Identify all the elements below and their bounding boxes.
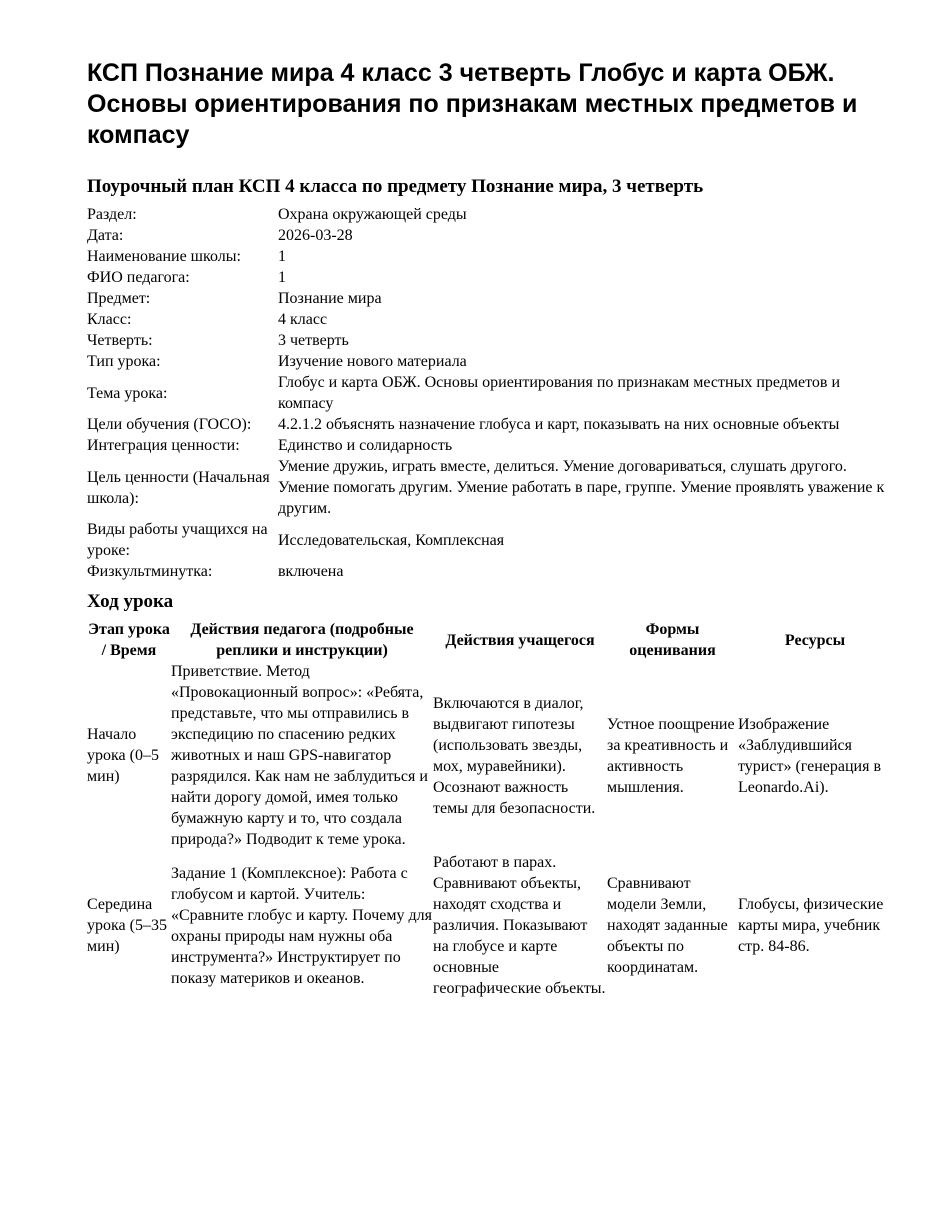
info-value: 4.2.1.2 объяснять назначение глобуса и карт, показывать на них основные объекты — [278, 416, 840, 433]
table-header-row — [87, 619, 892, 661]
resources-cell: Изображение «Заблудившийся турист» (генерация в Leonardo.Ai). — [738, 715, 882, 796]
info-row-date — [87, 225, 888, 246]
info-value: Единство и солидарность — [278, 437, 453, 454]
info-label: Раздел: — [87, 206, 137, 223]
info-label: Виды работы учащихся на уроке: — [87, 521, 268, 559]
info-row-topic — [87, 372, 888, 414]
document-title: КСП Познание мира 4 класс 3 четверть Глобус и карта ОБЖ. Основы ориентирования по признакам местных предметов и компасу — [87, 59, 858, 149]
info-value: Умение дружиь, играть вместе, делиться. Умение договариваться, слушать другого. Умение помогать другим. Умение работать в паре, группе. Умение проявлять уважение к другим. — [278, 458, 885, 517]
info-label: ФИО педагога: — [87, 269, 190, 286]
info-value: 3 четверть — [278, 332, 349, 349]
lesson-progress-heading: Ход урока — [87, 591, 174, 612]
stage-cell: Середина урока (5–35 мин) — [87, 896, 167, 955]
info-label: Предмет: — [87, 290, 151, 307]
info-label: Дата: — [87, 227, 124, 244]
info-label: Интеграция ценности: — [87, 437, 240, 454]
info-value: Охрана окружающей среды — [278, 206, 467, 223]
table-row — [87, 661, 892, 852]
lesson-info-table — [87, 204, 888, 582]
info-row-lesson-type — [87, 351, 888, 372]
student-actions-cell: Работают в парах. Сравнивают объекты, находят сходства и различия. Показывают на глобусе и карте основные географические объекты. — [433, 854, 606, 997]
teacher-actions-cell: Задание 1 (Комплексное): Работа с глобусом и картой. Учитель: «Сравните глобус и карту. Почему для охраны природы нам нужны оба инструмента?» Инструктирует по показу материков и океанов. — [171, 864, 432, 987]
column-header-assessment: Формы оценивания — [629, 621, 716, 659]
info-label: Тема урока: — [87, 384, 168, 402]
info-row-subject — [87, 288, 888, 309]
info-value: 2026-03-28 — [278, 227, 353, 244]
info-label: Наименование школы: — [87, 248, 241, 265]
plan-heading: Поурочный план КСП 4 класса по предмету Познание мира, 3 четверть — [87, 176, 704, 197]
table-row — [87, 852, 892, 1001]
info-row-physical-break — [87, 561, 888, 582]
column-header-student-actions: Действия учащегося — [445, 631, 595, 649]
info-row-teacher — [87, 267, 888, 288]
column-header-resources: Ресурсы — [784, 631, 846, 649]
assessment-cell: Сравнивают модели Земли, находят заданные объекты по координатам. — [607, 875, 728, 976]
info-row-work-types — [87, 519, 888, 561]
assessment-cell: Устное поощрение за креативность и активность мышления. — [607, 715, 735, 796]
info-label: Тип урока: — [87, 353, 161, 370]
stage-cell: Начало урока (0–5 мин) — [87, 726, 159, 785]
info-label: Цель ценности (Начальная школа): — [87, 468, 270, 507]
student-actions-cell: Включаются в диалог, выдвигают гипотезы (использовать звезды, мох, муравейники). Осознают важность темы для безопасности. — [433, 694, 596, 817]
info-row-grade — [87, 309, 888, 330]
info-value: Изучение нового материала — [278, 353, 467, 370]
info-row-quarter — [87, 330, 888, 351]
info-value: 1 — [278, 248, 286, 265]
info-row-value-integration — [87, 435, 888, 456]
column-header-teacher-actions: Действия педагога (подробные реплики и инструкции) — [190, 621, 414, 659]
info-value: 4 класс — [278, 311, 328, 328]
info-value: 1 — [278, 269, 286, 286]
lesson-progress-table — [87, 619, 892, 1001]
teacher-actions-cell: Приветствие. Метод «Провокационный вопрос»: «Ребята, представьте, что мы отправились в экспедицию по спасению редких животных и наш GPS-навигатор разрядился. Как нам не заблудиться и найти дорогу домой, имея только бумажную карту и то, что создала природа?» Подводит к теме урока. — [171, 663, 428, 848]
resources-cell: Глобусы, физические карты мира, учебник стр. 84-86. — [738, 896, 884, 955]
info-row-value-goal — [87, 456, 888, 519]
document-page — [87, 58, 897, 1001]
info-label: Класс: — [87, 311, 132, 328]
info-row-section — [87, 204, 888, 225]
info-label: Четверть: — [87, 332, 153, 349]
info-value: включена — [278, 563, 344, 580]
info-value: Глобус и карта ОБЖ. Основы ориентирования по признакам местных предметов и компасу — [278, 374, 841, 412]
info-row-school — [87, 246, 888, 267]
info-label: Физкультминутка: — [87, 563, 213, 580]
info-value: Исследовательская, Комплексная — [278, 531, 505, 549]
info-row-learning-goals — [87, 414, 888, 435]
info-value: Познание мира — [278, 290, 382, 307]
info-label: Цели обучения (ГОСО): — [87, 416, 252, 433]
column-header-stage: Этап урока / Время — [88, 621, 170, 659]
